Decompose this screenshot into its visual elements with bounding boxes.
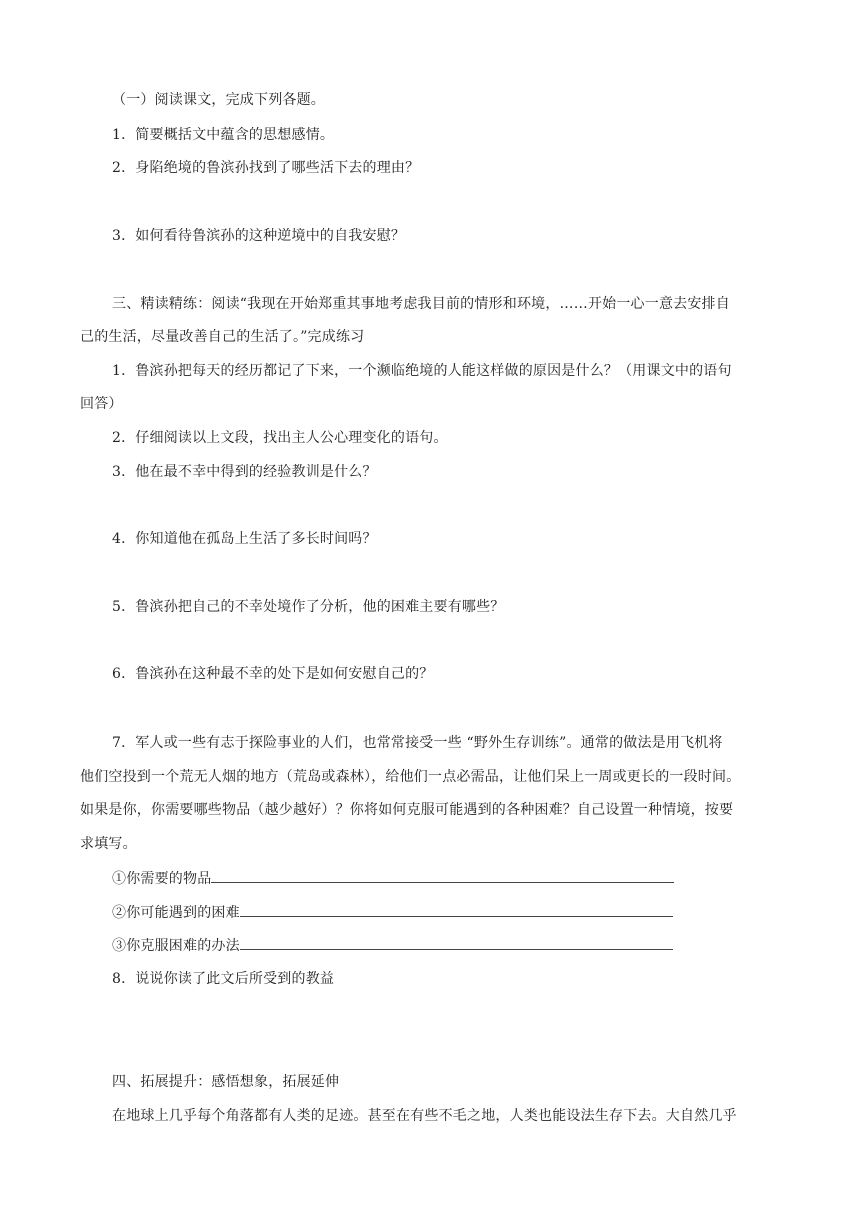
section-3-heading-line-2: 己的生活，尽量改善自己的生活了。”完成练习 bbox=[80, 329, 365, 345]
section-3-heading-line-1: 三、精读精练：阅读“我现在开始郑重其事地考虑我目前的情形和环境，……开始一心一意去安排自 bbox=[112, 296, 730, 312]
question-3: 3．他在最不幸中得到的经验教训是什么？ bbox=[112, 464, 377, 480]
fill-in-item-1 bbox=[112, 868, 674, 889]
fill-in-label-2: ②你可能遇到的困难 bbox=[112, 905, 240, 921]
question-7-line-3: 如果是你，你需要哪些物品（越少越好）？你将如何克服可能遇到的各种困难？自己设置一种情境，按要 bbox=[80, 802, 734, 818]
question-7-line-4: 求填写。 bbox=[80, 836, 137, 852]
question-1-line-1: 1．鲁滨孙把每天的经历都记了下来，一个濒临绝境的人能这样做的原因是什么？（用课文中的语句 bbox=[112, 363, 732, 379]
question-8: 8．说说你读了此文后所受到的教益 bbox=[112, 971, 335, 987]
section-1-question-1: 1．简要概括文中蕴含的思想感情。 bbox=[112, 127, 335, 143]
section-1-heading: （一）阅读课文，完成下列各题。 bbox=[112, 92, 325, 108]
fill-in-item-2 bbox=[112, 902, 673, 923]
section-4-heading: 四、拓展提升：感悟想象，拓展延伸 bbox=[112, 1074, 340, 1090]
section-1-question-3: 3．如何看待鲁滨孙的这种逆境中的自我安慰？ bbox=[112, 228, 406, 244]
answer-blank-2[interactable] bbox=[240, 902, 673, 917]
fill-in-label-3: ③你克服困难的办法 bbox=[112, 938, 240, 954]
section-1-question-2: 2．身陷绝境的鲁滨孙找到了哪些活下去的理由？ bbox=[112, 160, 420, 176]
question-4: 4．你知道他在孤岛上生活了多长时间吗？ bbox=[112, 531, 377, 547]
question-2: 2．仔细阅读以上文段，找出主人公心理变化的语句。 bbox=[112, 430, 448, 446]
question-7-line-1: 7．军人或一些有志于探险事业的人们，也常常接受一些 “野外生存训练”。通常的做法是用飞机将 bbox=[112, 735, 723, 751]
section-4-paragraph-line-1: 在地球上几乎每个角落都有人类的足迹。甚至在有些不毛之地，人类也能设法生存下去。大自然几乎 bbox=[112, 1108, 737, 1124]
question-6: 6．鲁滨孙在这种最不幸的处下是如何安慰自己的？ bbox=[112, 666, 434, 682]
fill-in-item-3 bbox=[112, 935, 673, 956]
question-1-line-2: 回答） bbox=[80, 396, 123, 412]
fill-in-label-1: ①你需要的物品 bbox=[112, 871, 212, 887]
question-5: 5．鲁滨孙把自己的不幸处境作了分析，他的困难主要有哪些？ bbox=[112, 599, 505, 615]
answer-blank-3[interactable] bbox=[240, 935, 673, 950]
answer-blank-1[interactable] bbox=[211, 868, 674, 883]
question-7-line-2: 他们空投到一个荒无人烟的地方（荒岛或森林），给他们一点必需品，让他们呆上一周或更长的一段时间。 bbox=[80, 769, 741, 785]
